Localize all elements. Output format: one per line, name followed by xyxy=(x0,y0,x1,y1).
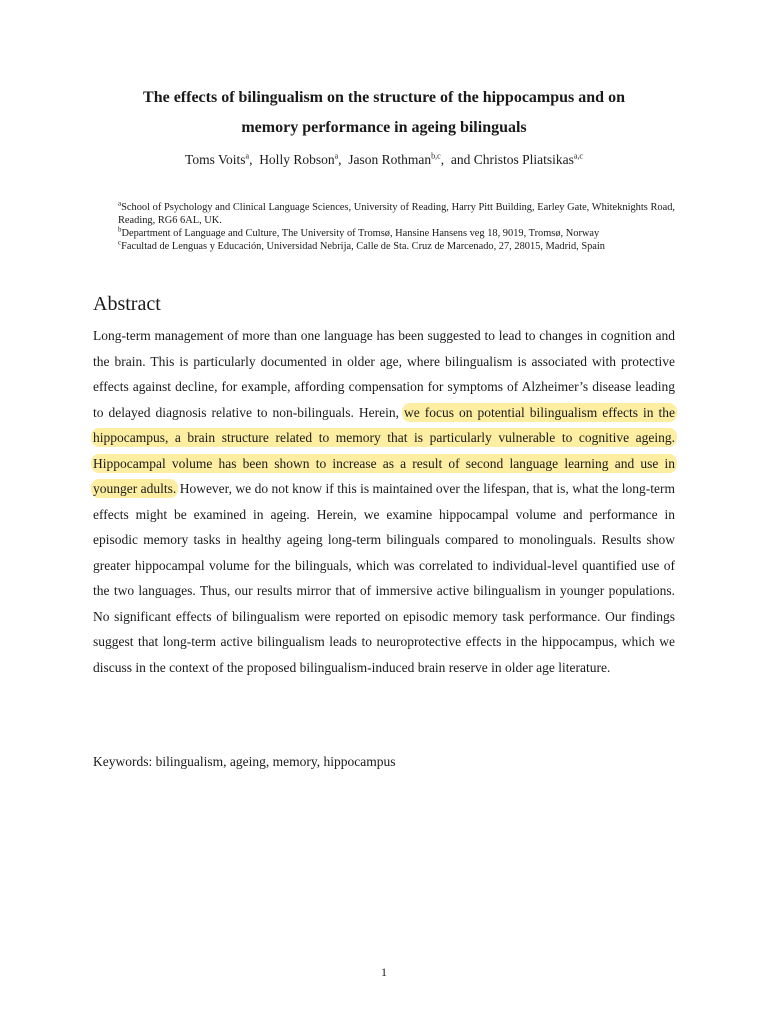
author-list xyxy=(60,149,708,171)
highlighted-text: Hippocampal volume has been shown to increase as a result of second language learning and use in younger adults. xyxy=(93,455,675,496)
affiliation-text: Facultad de Lenguas y Educación, Universidad Nebrija, Calle de Sta. Cruz de Marcenado, 27, 28015, Madrid, Spain xyxy=(121,241,606,252)
affiliation-text: School of Psychology and Clinical Language Sciences, University of Reading, Harry Pitt Building, Earley Gate, Whiteknights Road, Reading, RG6 6AL, UK. xyxy=(118,202,675,226)
author-affiliation-marker: a xyxy=(334,151,339,161)
paper-title-line-1: The effects of bilingualism on the structure of the hippocampus and on xyxy=(143,89,625,106)
author-name: Holly Robson xyxy=(259,152,335,167)
author-affiliation-marker: a,c xyxy=(573,151,583,161)
author-affiliation-marker: b,c xyxy=(431,151,441,161)
abstract-text: However, we do not know if this is maintained over the lifespan, that is, what the long-term effects might be examined in ageing. Herein, we examine hippocampal volume and performance in episodic memory tasks in healthy ageing long-term bilinguals compared to monolinguals. Results show greater hippocampal volume for the bilinguals, which was correlated to individual-level quantified use of the two languages. Thus, our results mirror that of immersive active bilingualism in younger populations. No significant effects of bilingualism were reported on episodic memory task performance. Our findings suggest that long-term active bilingualism leads to neuroprotective effects in the hippocampus, which we discuss in the context of the proposed bilingualism-induced brain reserve in older age literature. xyxy=(93,481,675,675)
abstract-heading: Abstract xyxy=(93,293,161,315)
author-separator: , xyxy=(338,152,349,167)
author-affiliation-marker: a xyxy=(245,151,250,161)
affiliation-text: Department of Language and Culture, The University of Tromsø, Hansine Hansens veg 18, 9019, Tromsø, Norway xyxy=(121,228,600,239)
affiliation-item xyxy=(118,240,675,253)
affiliation-marker: b xyxy=(118,225,122,234)
author xyxy=(185,152,259,167)
author xyxy=(474,152,583,167)
author xyxy=(348,152,473,167)
author xyxy=(259,152,348,167)
abstract-text: Long-term management of more than one language has been suggested to lead to changes in cognition and the brain. This is particularly documented in older age, where bilingualism is associated with protective effects against decline, for example, affording compensation for symptoms of Alzheimer’s disease leading to delayed diagnosis relative to non-bilinguals. Herein, xyxy=(93,328,675,420)
author-name: Toms Voits xyxy=(185,152,246,167)
affiliation-item xyxy=(118,227,675,240)
keywords-line: Keywords: bilingualism, ageing, memory, hippocampus xyxy=(93,754,396,769)
highlighted-text: we focus on potential bilingualism effects in the hippocampus, a brain structure related to memory that is particularly vulnerable to cognitive ageing. xyxy=(93,404,675,445)
author-name: Christos Pliatsikas xyxy=(473,152,574,167)
paper-title-line-2: memory performance in ageing bilinguals xyxy=(241,119,527,136)
affiliation-marker: c xyxy=(118,238,122,247)
affiliation-marker: a xyxy=(118,199,122,208)
author-separator: , xyxy=(249,152,260,167)
author-name: Jason Rothman xyxy=(348,152,432,167)
page-number: 1 xyxy=(381,965,387,979)
affiliation-item xyxy=(118,201,675,227)
author-separator: , and xyxy=(440,152,474,167)
abstract-body xyxy=(93,323,675,680)
affiliations xyxy=(118,201,675,253)
